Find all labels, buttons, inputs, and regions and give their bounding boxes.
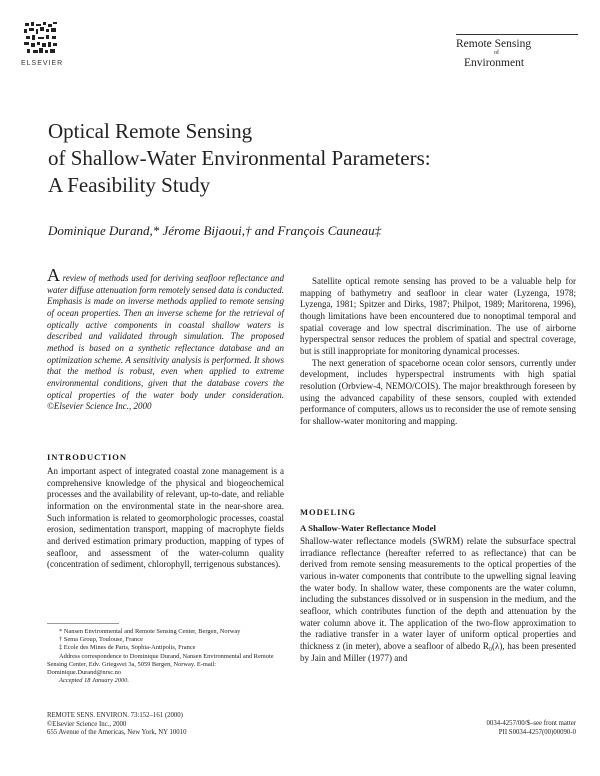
journal-line-3: Environment (464, 57, 525, 69)
model-subheading: A Shallow-Water Reflectance Model (300, 523, 436, 533)
publisher-address: 655 Avenue of the Americas, New York, NY 10010 (47, 729, 187, 736)
introduction-body (47, 466, 284, 571)
footnote-2: † Sema Group, Toulouse, France (59, 636, 143, 644)
title-line-3: A Feasibility Study (48, 173, 211, 197)
right-column-modeling (300, 536, 576, 664)
title-line-1: Optical Remote Sensing (48, 119, 253, 143)
abstract-dropcap: A (47, 265, 60, 285)
footnotes (47, 628, 284, 685)
journal-line-2: of (494, 50, 499, 56)
journal-name (456, 38, 576, 69)
correspondence-address: Address correspondence to Dominique Durand, Nansen Environmental and Remote Sensing Center, Edv. Griegsvei 3a, 5059 Bergen, Norway. E-mail: Dominique.Durand@nrsc.no (47, 652, 274, 677)
elsevier-tree-icon (22, 20, 60, 56)
footnote-divider (47, 623, 119, 624)
modeling-heading: MODELING (300, 507, 357, 517)
paragraph-3: Shallow-water reflectance models (SWRM) relate the subsurface spectral irradiance reflectance (hereafter referred to as reflectance) that can be derived from remote sensing measurements to the optical properties of the various in-water components that contribute to the upwelling signal leaving the water body. In shallow water, these components are the water column, including the substances dissolved or in suspension in the medium, and the seafloor, which contributes function of the depth and attenuation by the water column above it. The application of the two-flow approximation to the radiative transfer in a water layer of uniform optical properties and thickness z (in meter), above a seafloor of albedo R₀(λ), has been presented by Jain and Miller (1977) and (300, 536, 576, 663)
abstract-text: review of methods used for deriving seafloor reflectance and water diffuse attenuation form remotely sensed data is conducted. Emphasis is made on inverse methods applied to remote sensing of ocean properties. Then an inverse scheme for the retrieval of optically active components in coastal shallow waters is described and validated through simulation. The proposed method is based on a synthetic reflectance database and an optimization scheme. A sensitivity analysis is performed. It shows that the method is robust, even when applied to extreme environmental conditions, given that the database covers the optical properties of the water body under consideration. ©Elsevier Science Inc., 2000 (47, 273, 284, 412)
right-column-intro (300, 276, 576, 428)
footnote-1: * Nansen Environmental and Remote Sensing Center, Bergen, Norway (59, 628, 241, 635)
paragraph-1: Satellite optical remote sensing has proved to be a valuable help for mapping of bathymetry and seafloor in clear water (Lyzenga, 1978; Lyzenga, 1981; Spitzer and Dirks, 1987; Philpot, 1989; Maritorena, 1996), though limitations have been encountered due to nonoptimal temporal and spatial coverage and low spectral discrimination. The use of airborne hyperspectral sensor reduces the problem of spatial and spectral coverage, but is still inappropriate for monitoring dynamical processes. (300, 276, 576, 356)
issn: 0034-4257/00/$–see front matter (486, 720, 576, 727)
author-list: Dominique Durand,* Jérome Bijaoui,† and François Cauneau‡ (48, 223, 382, 238)
title-line-2: of Shallow-Water Environmental Parameters: (48, 146, 431, 170)
accepted-date: Accepted 18 January 2000. (59, 677, 129, 685)
abstract (47, 265, 284, 413)
paragraph-2: The next generation of spaceborne ocean color sensors, currently under development, includes hyperspectral instruments with high spatial resolution (Orbview-4, NEMO/COIS). The major breakthrough foreseen by using the advanced capability of these sensors, coupled with extended performance of computers, allows us to reconsider the use of remote sensing for shallow-water monitoring and mapping. (300, 357, 576, 426)
publisher-name: ELSEVIER (21, 60, 64, 67)
journal-citation: REMOTE SENS. ENVIRON. 73:152–161 (2000) (47, 712, 183, 719)
article-title (48, 118, 568, 199)
footer-left (47, 712, 307, 738)
footer-right (400, 720, 576, 737)
publisher-logo (22, 20, 60, 56)
introduction-heading: INTRODUCTION (47, 452, 128, 462)
journal-line-1: Remote Sensing (456, 38, 532, 50)
copyright: ©Elsevier Science Inc., 2000 (47, 720, 127, 728)
pii: PII S0034-4257(00)00090-0 (498, 728, 576, 736)
footnote-3: ‡ Ecole des Mines de Paris, Sophia-Antipolis, France (59, 644, 196, 652)
introduction-paragraph: An important aspect of integrated coastal zone management is a comprehensive knowledge of the physical and biogeochemical processes and the availability of relevant, up-to-date, and reliable information on the environmental state in the near-shore area. Such information is related to geomorphologic processes, coastal erosion, sedimentation transport, mapping of macrophyte fields and derived estimation primary production, mapping of types of seafloor, and assessment of the water-column quality (concentration of sediment, chlorophyll, terrigenous substances). (47, 466, 284, 570)
